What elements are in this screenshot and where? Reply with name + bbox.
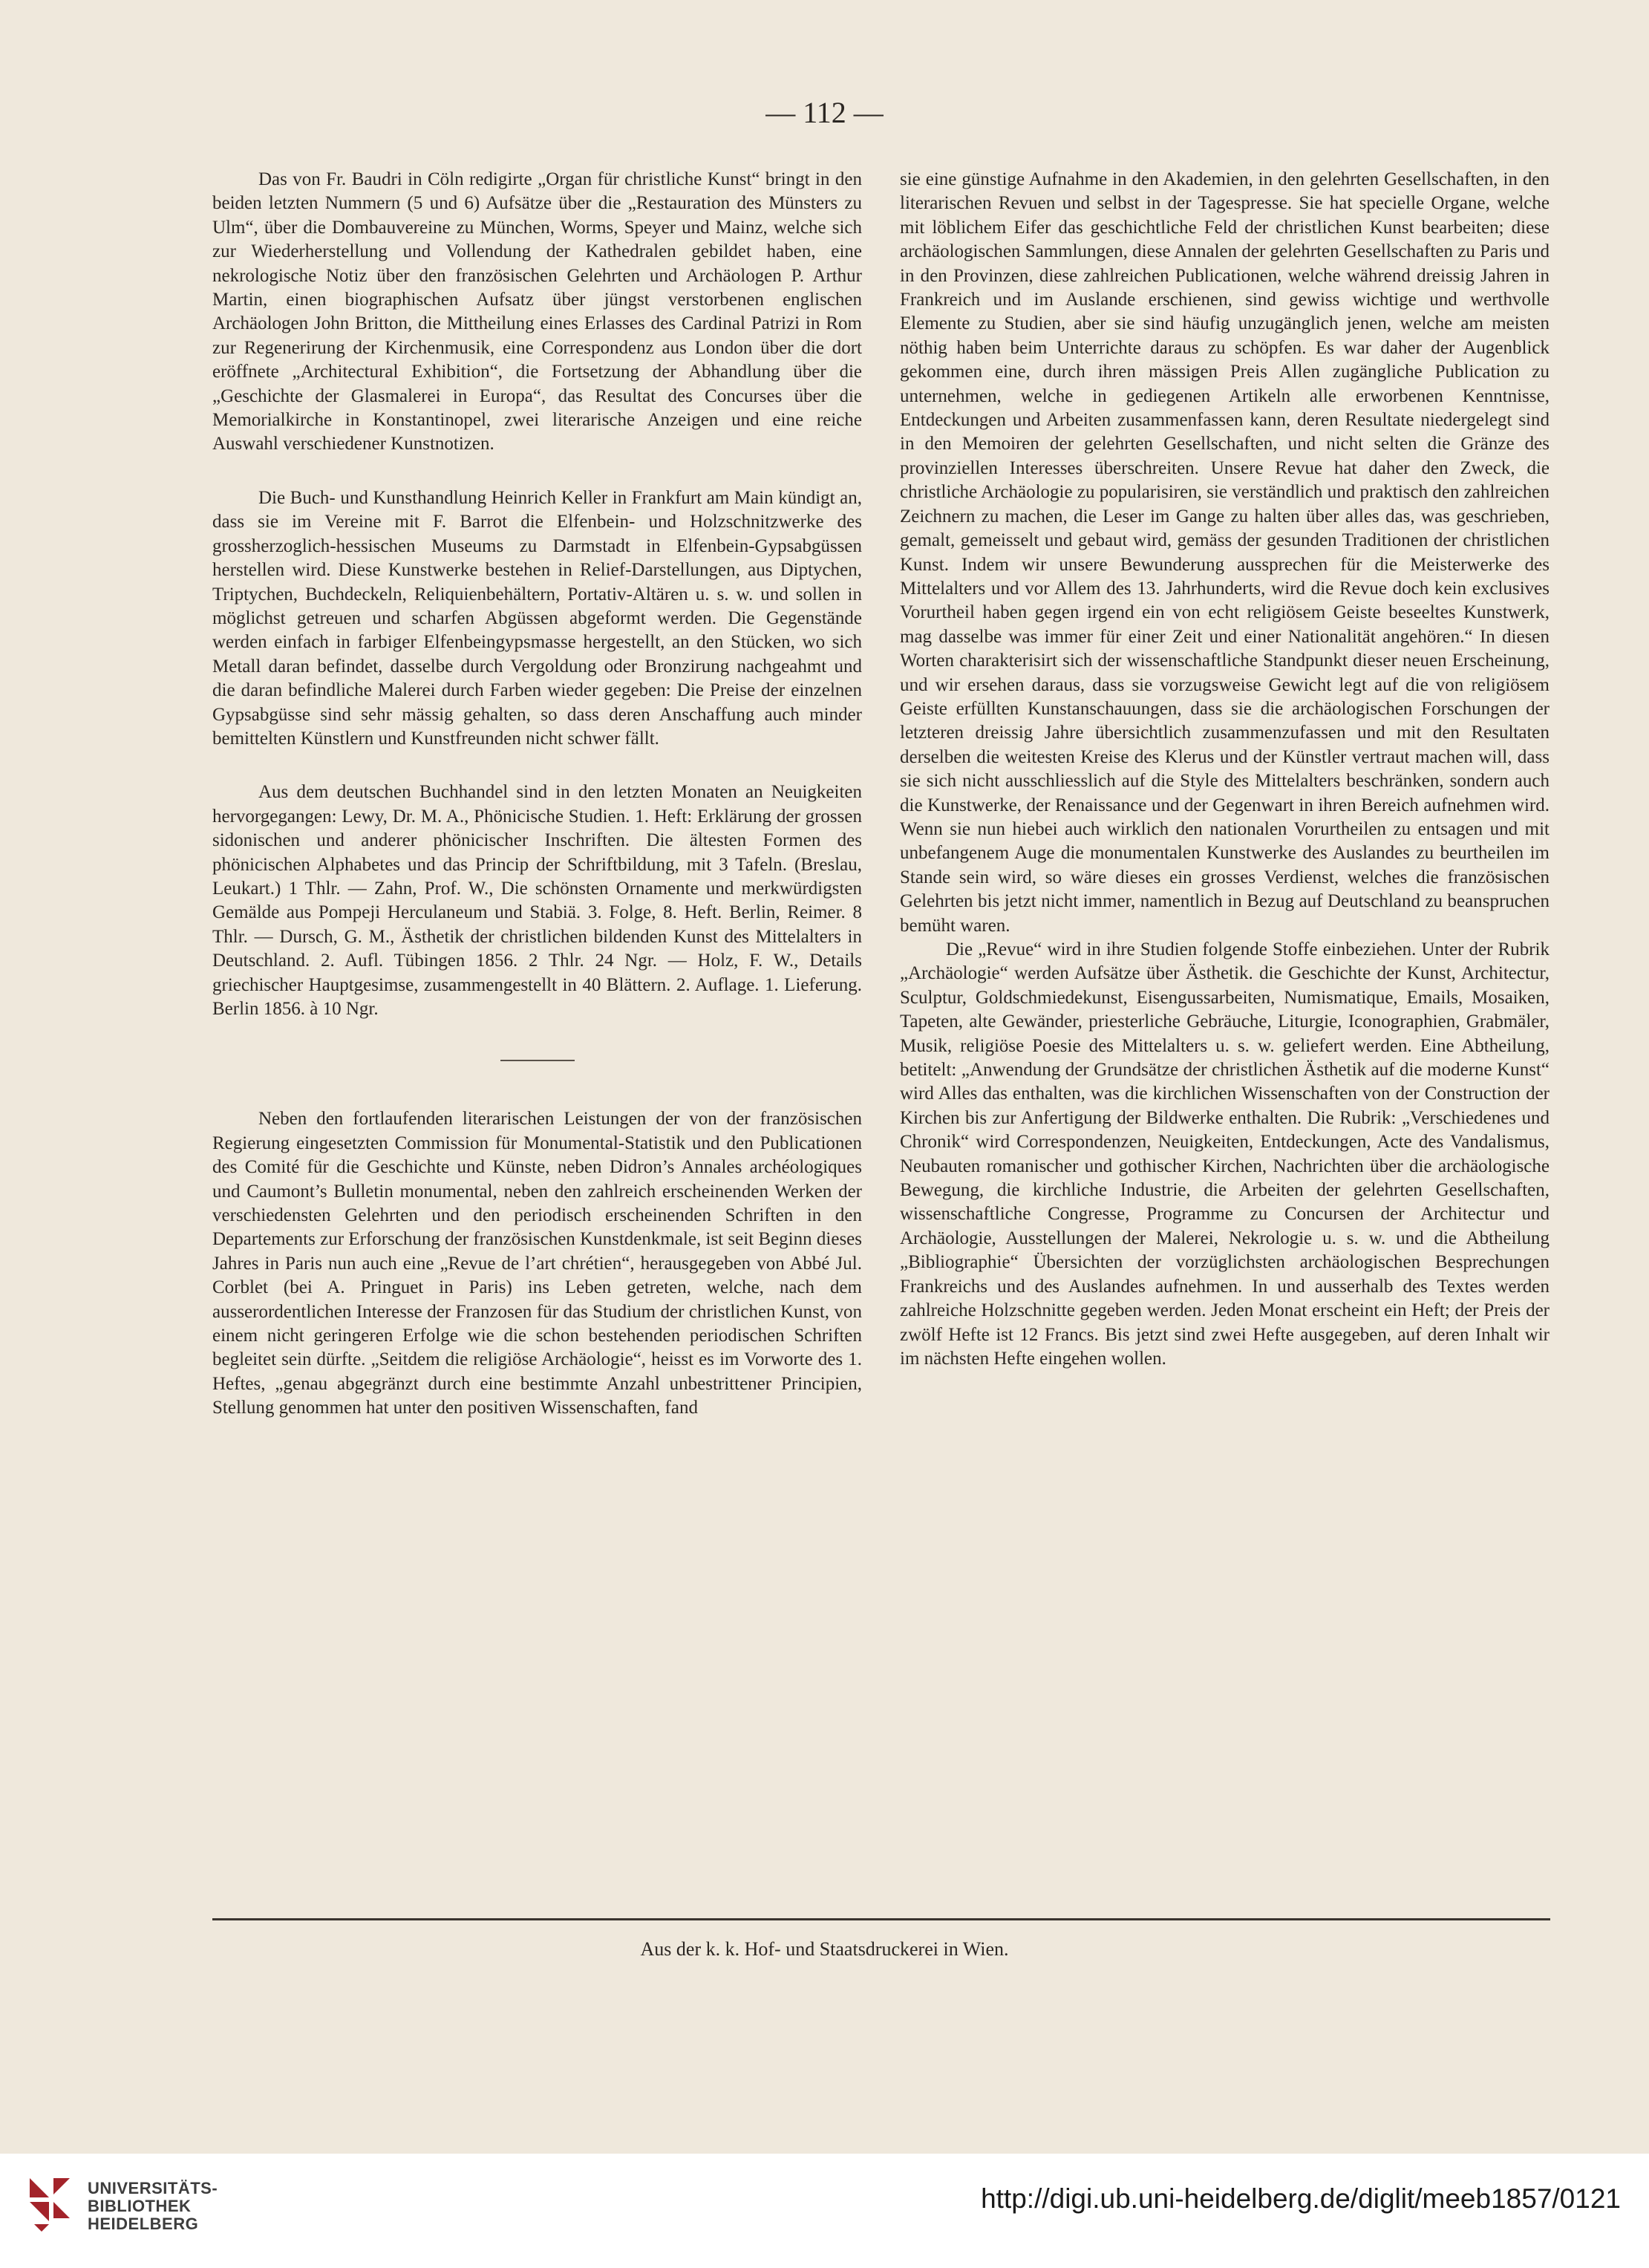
source-url-link[interactable]: http://digi.ub.uni-heidelberg.de/diglit/meeb1857/0121	[981, 2183, 1621, 2214]
paragraph-revue-continued: sie eine günstige Aufnahme in den Akademien, in den gelehrten Gesellschaften, in den literarischen Revuen und selbst in der Tagespresse. Sie hat specielle Organe, welche mit löblichem Eifer das geschichtliche Feld der christlichen Kunst bearbeiten; diese archäologischen Sammlungen, diese Annalen der gelehrten Gesellschaften zu Paris und in den Provinzen, diese zahlreichen Publicationen, welche während dreissig Jahren in Frankreich und im Auslande erschienen, sind gewiss wichtige und werthvolle Elemente zu Studien, aber sie sind häufig unzugänglich jenen, welche am meisten nöthig haben beim Unterrichte daraus zu schöpfen. Es war daher der Augenblick gekommen eine, durch ihren mässigen Preis Allen zugängliche Publication zu unternehmen, welche in gediegenen Artikeln alle erworbenen Kenntnisse, Entdeckungen und Arbeiten zusammenfassen kann, deren Resultate niedergelegt sind in den Memoiren der gelehrten Gesellschaften, und nicht selten die Gränze des provinziellen Interesses überschreiten. Unsere Revue hat daher den Zweck, die christliche Archäologie zu popularisiren, sie verständlich und praktisch den zahlreichen Zeichnern zu machen, die Leser im Gange zu halten über alles das, was geschrieben, gemalt, gemeisselt und gebaut wird, gemäss der gesunden Traditionen der christlichen Kunst. Indem wir unsere Bewunderung aussprechen für die Meisterwerke des Mittelalters und vor Allem des 13. Jahrhunderts, wird die Revue doch kein exclusives Vorurtheil haben gegen irgend ein von echt religiösem Geiste beseeltes Kunstwerk, mag dasselbe was immer für einer Zeit und einer Nationalität angehören.“ In diesen Worten charakterisirt sich der wissenschaftliche Standpunkt dieser neuen Erscheinung, und wir ersehen daraus, dass sie vorzugsweise Gewicht legt auf die von religiösem Geiste erfüllten Kunstanschauungen, dass sie die archäologischen Forschungen der letzteren dreissig Jahre übersichtlich zusammenzufassen und mit den Resultaten derselben die weitesten Kreise des Klerus und der Künstler vertraut machen will, dass sie sich nicht ausschliesslich auf die Style des Mittelalters beschränken, sondern auch die Kunstwerke, der Renaissance und der Gegenwart in ihren Bereich aufnehmen wird. Wenn sie nun hiebei auch wirklich den nationalen Vorurtheilen zu entsagen und mit unbefangenem Auge die monumentalen Kunstwerke des Auslandes zu beurtheilen im Stande sein wird, so wäre dieses ein grosses Verdienst, welches die französischen Gelehrten bis jetzt nicht immer, namentlich in Bezug auf Deutschland zu beanspruchen bemüht waren.	[900, 169, 1550, 936]
section-divider	[500, 1060, 575, 1061]
right-column	[900, 168, 1550, 1371]
paragraph-organ-christliche-kunst: Das von Fr. Baudri in Cöln redigirte „Organ für christliche Kunst“ bringt in den beiden letzten Nummern (5 und 6) Aufsätze über die „Restauration des Münsters zu Ulm“, über die Dombauvereine zu München, Worms, Speyer und Mainz, welche sich zur Wiederherstellung und Vollendung der Kathedralen gebildet haben, eine nekrologische Notiz über den französischen Gelehrten und Archäologen P. Arthur Martin, einen biographischen Aufsatz über jüngst verstorbenen englischen Archäologen John Britton, die Mittheilung eines Erlasses des Cardinal Patrizi in Rom zur Regenerirung der Kirchenmusik, eine Correspondenz aus London über die dort eröffnete „Architectural Exhibition“, die Fortsetzung der Abhandlung über die „Geschichte der Glasmalerei in Europa“, das Resultat des Concurses über die Memorialkirche in Konstantinopel, zwei literarische Anzeigen und eine reiche Auswahl verschiedener Kunstnotizen.	[212, 169, 862, 454]
paragraph-revue-art-chretien: Neben den fortlaufenden literarischen Leistungen der von der französischen Regierung eingesetzten Commission für Monumental-Statistik und den Publicationen des Comité für die Geschichte und Künste, neben Didron’s Annales archéologiques und Caumont’s Bulletin monumental, neben den zahlreich erscheinenden Werken der verschiedensten Gelehrten und den periodisch erscheinenden Schriften in den Departements zur Erforschung der französischen Kunstdenkmale, ist seit Beginn dieses Jahres in Paris nun auch eine „Revue de l’art chrétien“, herausgegeben von Abbé Jul. Corblet (bei A. Pringuet in Paris) ins Leben getreten, welche, nach dem ausserordentlichen Interesse der Franzosen für das Studium der christlichen Kunst, von einem nicht geringeren Erfolge wie die schon bestehenden periodischen Schriften begleitet sein dürfte. „Seitdem die religiöse Archäologie“, heisst es im Vorworte des 1. Heftes, „genau abgegränzt durch eine bestimmte Anzahl unbestrittener Principien, Stellung genommen hat unter den positiven Wissenschaften, fand	[212, 1109, 862, 1418]
library-name-line: UNIVERSITÄTS-	[88, 2179, 218, 2197]
library-name-line: BIBLIOTHEK	[88, 2197, 192, 2215]
imprint: Aus der k. k. Hof- und Staatsdruckerei in Wien.	[640, 1938, 1009, 1960]
ub-heidelberg-logo	[24, 2172, 76, 2236]
page-number: — 112 —	[765, 96, 884, 129]
bottom-rule	[212, 1918, 1550, 1920]
paragraph-buchhandel: Aus dem deutschen Buchhandel sind in den letzten Monaten an Neuigkeiten hervorgegangen: Lewy, Dr. M. A., Phönicische Studien. 1. Heft: Erklärung der grossen sidonischen und anderer phönicischer Inschriften. Die ältesten Formen des phönicischen Alphabetes und das Princip der Schriftbildung, mit 3 Tafeln. (Breslau, Leukart.) 1 Thlr. — Zahn, Prof. W., Die schönsten Ornamente und merkwürdigsten Gemälde aus Pompeji Herculaneum und Stabiä. 3. Folge, 8. Heft. Berlin, Reimer. 8 Thlr. — Dursch, G. M., Ästhetik der christlichen bildenden Kunst des Mittelalters in Deutschland. 2. Aufl. Tübingen 1856. 2 Thlr. 24 Ngr. — Holz, F. W., Details griechischer Hauptgesimse, zusammengestellt in 40 Blättern. 2. Auflage. 1. Lieferung. Berlin 1856. à 10 Ngr.	[212, 782, 862, 1019]
library-name-line: HEIDELBERG	[88, 2215, 199, 2233]
left-column	[212, 168, 862, 1421]
library-name	[88, 2180, 218, 2233]
paragraph-revue-stoffe: Die „Revue“ wird in ihre Studien folgende Stoffe einbeziehen. Unter der Rubrik „Archäologie“ werden Aufsätze über Ästhetik. die Geschichte der Kunst, Architectur, Sculptur, Goldschmiedekunst, Eisengussarbeiten, Numismatique, Emails, Mosaiken, Tapeten, alte Gewänder, priesterliche Gebräuche, Liturgie, Iconographien, Grabmäler, Musik, religiöse Poesie des Mittelalters u. s. w. geliefert werden. Eine Abtheilung, betitelt: „Anwendung der Grundsätze der christlichen Ästhetik auf die moderne Kunst“ wird Alles das enthalten, was die kirchlichen Wissenschaften von der Construction der Kirchen bis zur Anfertigung der Bildwerke enthalten. Die Rubrik: „Verschiedenes und Chronik“ wird Correspondenzen, Neuigkeiten, Entdeckungen, Acte des Vandalismus, Neubauten romanischer und gothischer Kirchen, Nachrichten über die archäologische Bewegung, die kirchliche Industrie, die Arbeiten der gelehrten Gesellschaften, wissenschaftliche Congresse, Programme zu Concursen der Architectur und Archäologie, Ausstellungen der Malerei, Nekrologie u. s. w. und die Abtheilung „Bibliographie“ Übersichten der vorzüglichsten archäologischen Besprechungen Frankreichs und des Auslandes aufnehmen. In und ausserhalb des Textes werden zahlreiche Holzschnitte gegeben werden. Jeden Monat erscheint ein Heft; der Preis der zwölf Hefte ist 12 Francs. Bis jetzt sind zwei Hefte ausgegeben, auf deren Inhalt wir im nächsten Hefte eingehen wollen.	[900, 939, 1550, 1369]
paragraph-keller-frankfurt: Die Buch- und Kunsthandlung Heinrich Keller in Frankfurt am Main kündigt an, dass sie im Vereine mit F. Barrot die Elfenbein- und Holzschnitzwerke des grossherzoglich-hessischen Museums zu Darmstadt in Elfenbein-Gypsabgüssen herstellen wird. Diese Kunstwerke bestehen in Relief-Darstellungen, aus Diptychen, Triptychen, Buchdeckeln, Reliquienbehältern, Portativ-Altären u. s. w. und sollen in möglichst getreuen und scharfen Abgüssen abgeformt werden. Die Gegenstände werden einfach in farbiger Elfenbeingypsmasse hergestellt, an den Stücken, wo sich Metall daran befindet, dasselbe durch Vergoldung oder Bronzirung nachgeahmt und die daran befindliche Malerei durch Farben wieder gegeben: Die Preise der einzelnen Gypsabgüsse sind sehr mässig gehalten, so dass deren Anschaffung auch minder bemittelten Künstlern und Kunstfreunden nicht schwer fällt.	[212, 487, 862, 749]
